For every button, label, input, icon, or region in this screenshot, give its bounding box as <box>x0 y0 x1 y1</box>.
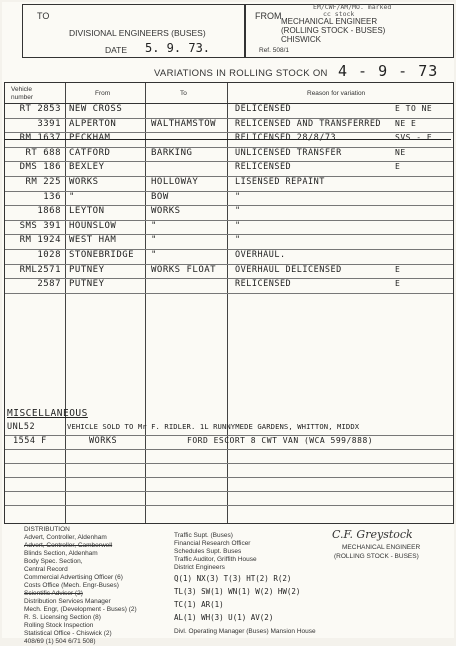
distribution-footer: Divl. Operating Manager (Buses) Mansion House <box>174 628 316 635</box>
code-cell: E TO NE <box>395 104 433 113</box>
distribution-block <box>24 526 174 646</box>
distribution-item: Costs Office (Mech. Engr-Buses) <box>24 582 119 589</box>
to-cell: WALTHAMSTOW <box>151 118 217 129</box>
from-label: FROM <box>255 11 282 21</box>
code-cell: E <box>395 264 401 274</box>
vehicle-number-cell: RM 225 <box>25 177 61 187</box>
from-cell: STONEBRIDGE <box>69 250 135 260</box>
vehicle-number-cell: 1028 <box>37 250 61 260</box>
distribution-item: Blinds Section, Aldenham <box>24 550 98 557</box>
miscellaneous-heading: MISCELLANEOUS <box>7 408 88 419</box>
vehicle-number-cell: SMS 391 <box>19 220 61 231</box>
reason-cell: DELICENSED <box>235 104 292 114</box>
misc-row <box>5 435 453 450</box>
codes-line: AL(1) WH(3) U(1) AV(2) <box>174 613 274 622</box>
code-cell: NE E <box>395 118 417 128</box>
document-sheet <box>2 2 454 645</box>
ref-number: Ref. 508/1 <box>259 47 289 54</box>
reason-cell: RELICENSED AND TRANSFERRED <box>235 118 382 129</box>
vehicle-number-cell: 136 <box>43 191 61 202</box>
table-row <box>5 264 453 280</box>
distribution-item: Financial Research Officer <box>174 540 251 547</box>
from-cell: NEW CROSS <box>69 104 123 114</box>
date-value: 5. 9. 73. <box>145 41 211 55</box>
distribution-item: Statistical Office - Chiswick (2) <box>24 630 112 637</box>
to-label: TO <box>37 11 50 21</box>
vehicle-number-cell: RM 1637 <box>19 133 61 144</box>
distribution-item: R. S. Licensing Section (8) <box>24 614 101 621</box>
vehicle-number-cell: 1868 <box>37 206 61 217</box>
distribution-item: Body Spec. Section, <box>24 558 83 565</box>
code-cell: E <box>395 279 401 289</box>
from-cell: BEXLEY <box>69 162 105 173</box>
from-cell: PUTNEY <box>69 264 105 275</box>
from-cell: " <box>69 191 75 202</box>
distribution-label: DISTRIBUTION <box>24 526 70 533</box>
from-line-3: CHISWICK <box>281 35 321 44</box>
vehicle-number-cell: DMS 186 <box>19 162 61 173</box>
misc-row <box>5 421 453 436</box>
header-reason: Reason for variation <box>307 90 366 97</box>
code-cell: SVS - E <box>395 133 433 143</box>
reason-cell: UNLICENSED TRANSFER <box>235 147 342 158</box>
distribution-item: Schedules Supt. Buses <box>174 548 242 555</box>
distribution-item: District Engineers <box>174 564 225 571</box>
distribution-item: Scientific Adviser (2) <box>24 590 83 597</box>
reason-cell: " <box>235 206 241 217</box>
distribution-list <box>24 534 174 646</box>
vehicle-number-cell: RM 1924 <box>19 235 61 246</box>
vehicle-number-cell: RML2571 <box>19 264 61 275</box>
from-cell: HOUNSLOW <box>69 220 117 231</box>
table-row <box>5 147 453 163</box>
codes-line: Q(1) NX(3) T(3) HT(2) R(2) <box>174 574 292 583</box>
table-body <box>5 103 453 293</box>
to-cell: HOLLOWAY <box>151 177 199 187</box>
codes-line: TC(1) AR(1) <box>174 600 224 609</box>
vehicle-number-cell: 2587 <box>37 279 61 290</box>
header-from: From <box>95 90 111 97</box>
header-to: To <box>180 90 187 97</box>
misc-from: WORKS <box>89 436 118 446</box>
table-header <box>5 83 453 104</box>
distribution-item: Mech. Engr, (Development - Buses) (2) <box>24 606 137 613</box>
reason-cell: " <box>235 235 241 246</box>
to-cell: " <box>151 220 157 231</box>
to-box <box>22 4 246 58</box>
from-cell: PECKHAM <box>69 133 111 144</box>
table-row <box>5 220 453 236</box>
to-cell: WORKS FLOAT <box>151 264 217 275</box>
signature: C.F. Greystock <box>332 528 413 541</box>
variations-table <box>4 82 454 524</box>
from-cell: PUTNEY <box>69 279 105 290</box>
vehicle-number-cell: RT 688 <box>25 147 61 158</box>
from-box <box>244 4 454 58</box>
distribution-item: Advert, Controller, Camberwell <box>24 542 113 549</box>
distribution-item: Distribution Services Manager <box>24 598 111 605</box>
codes-line: TL(3) SW(1) WN(1) W(2) HW(2) <box>174 587 301 596</box>
code-cell: E <box>395 162 401 172</box>
reason-cell: RELICENSED 28/8/73 <box>235 133 337 144</box>
variation-date: 4 - 9 - 73 <box>338 62 439 80</box>
distribution-item: Commercial Advertising Officer (6) <box>24 574 123 581</box>
district-codes <box>174 572 300 624</box>
distribution-list-2 <box>174 532 304 572</box>
to-cell: WORKS <box>151 206 181 217</box>
misc-text: VEHICLE SOLD TO Mr F. RIDLER. 1L RUNNYMEDE GARDENS, WHITTON, MIDDX <box>67 422 360 431</box>
table-row <box>5 249 453 265</box>
vehicle-number-cell: 3391 <box>37 118 61 129</box>
misc-vehicle: UNL52 <box>7 422 36 432</box>
from-scribble-2: cc stock <box>323 10 355 18</box>
table-row <box>5 103 453 119</box>
to-cell: BOW <box>151 191 169 202</box>
distribution-item: Central Record <box>24 566 68 573</box>
to-cell: " <box>151 235 157 246</box>
row-strikethrough <box>5 139 451 140</box>
signature-title-2: (ROLLING STOCK - BUSES) <box>334 553 419 560</box>
distribution-item: 408/69 (1) 504 6/71 508) <box>24 638 96 645</box>
from-scribble-1: EM/CWF/AM/MO. marked <box>313 3 392 11</box>
from-cell: LEYTON <box>69 206 105 217</box>
from-cell: ALPERTON <box>69 118 117 129</box>
header-vehicle-number: Vehicle number <box>11 86 34 101</box>
document-title: VARIATIONS IN ROLLING STOCK ON <box>154 68 328 79</box>
reason-cell: RELICENSED <box>235 279 292 290</box>
to-value: DIVISIONAL ENGINEERS (BUSES) <box>69 28 206 38</box>
table-row <box>5 205 453 221</box>
distribution-item: Traffic Auditor, Griffith House <box>174 556 257 563</box>
table-row <box>5 176 453 192</box>
reason-cell: RELICENSED <box>235 162 292 173</box>
misc-text: FORD ESCORT 8 CWT VAN (WCA 599/888) <box>187 436 374 445</box>
reason-cell: " <box>235 220 241 231</box>
from-cell: WORKS <box>69 177 99 187</box>
from-line-1: MECHANICAL ENGINEER <box>281 17 378 26</box>
vehicle-number-cell: RT 2853 <box>19 104 61 114</box>
reason-cell: LISENSED REPAINT <box>235 177 325 187</box>
to-cell: " <box>151 250 157 260</box>
distribution-item: Advert, Controller, Aldenham <box>24 534 107 541</box>
date-label: DATE <box>105 45 128 55</box>
from-line-2: (ROLLING STOCK - BUSES) <box>281 26 386 35</box>
table-row <box>5 161 453 177</box>
table-row <box>5 234 453 250</box>
from-cell: CATFORD <box>69 147 111 158</box>
table-row <box>5 118 453 134</box>
table-row <box>5 278 453 294</box>
distribution-secondary <box>174 532 304 572</box>
misc-vehicle: 1554 F <box>13 436 47 446</box>
code-cell: NE <box>395 147 406 157</box>
from-cell: WEST HAM <box>69 235 117 246</box>
distribution-item: Traffic Supt. (Buses) <box>174 532 233 539</box>
distribution-item: Rolling Stock Inspection <box>24 622 94 629</box>
table-row <box>5 191 453 207</box>
reason-cell: " <box>235 191 241 202</box>
reason-cell: OVERHAUL. <box>235 250 286 260</box>
to-cell: BARKING <box>151 147 193 158</box>
signature-title-1: MECHANICAL ENGINEER <box>342 544 421 551</box>
reason-cell: OVERHAUL DELICENSED <box>235 264 342 275</box>
